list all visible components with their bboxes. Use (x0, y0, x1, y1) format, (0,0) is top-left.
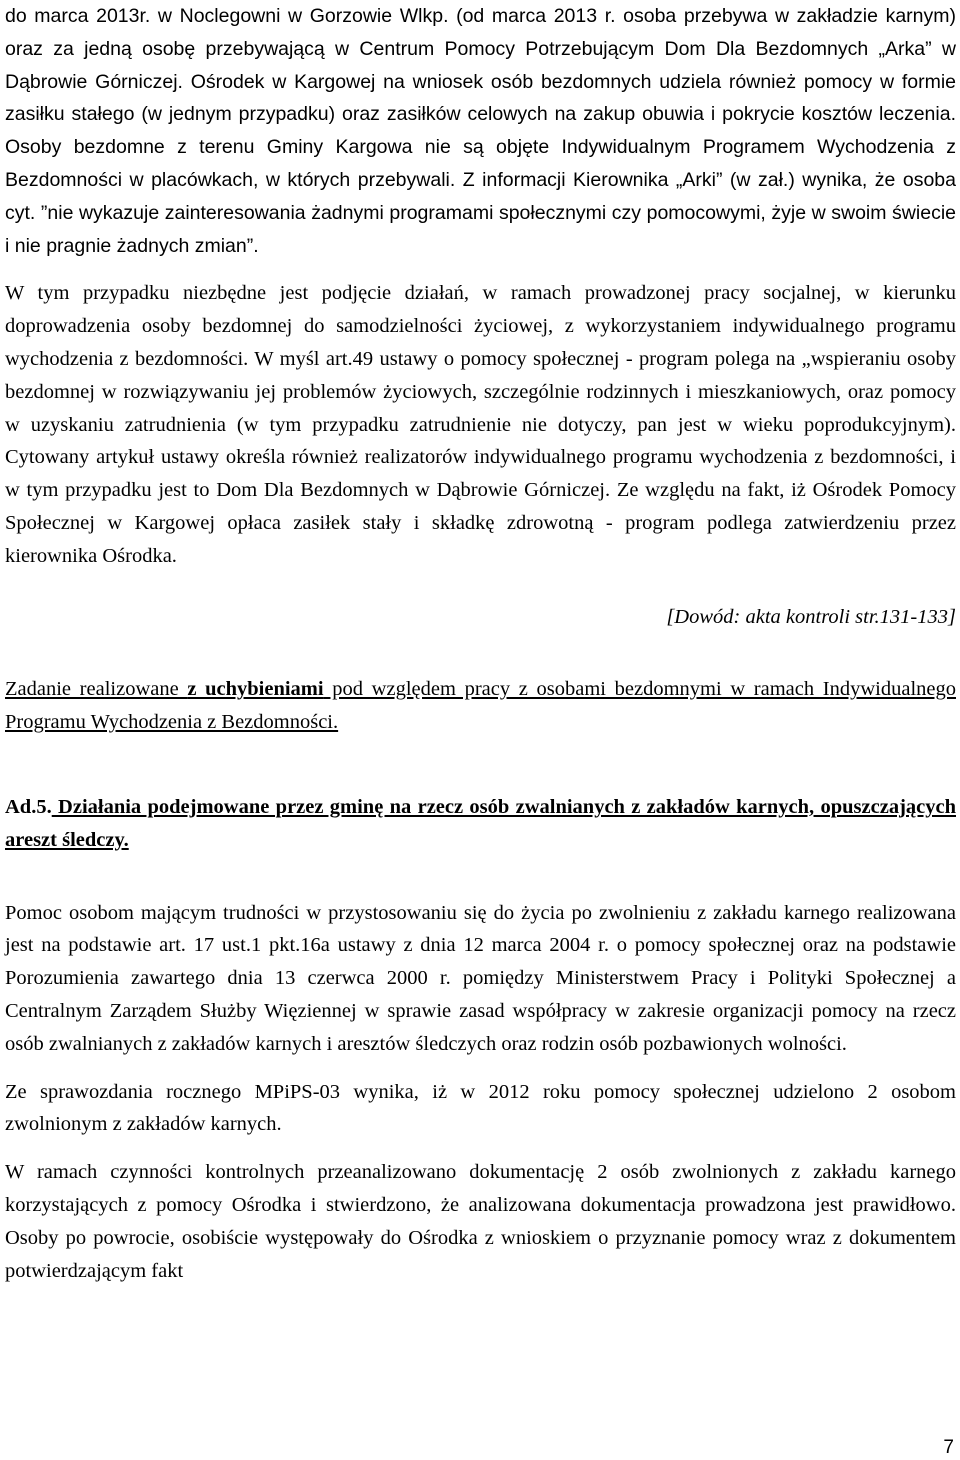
paragraph-annual-report: Ze sprawozdania rocznego MPiPS-03 wynika, iż w 2012 roku pomocy społecznej udzielono 2 osobom zwolnionym z zakładów karnych. (5, 1080, 956, 1136)
evidence-reference: [Dowód: akta kontroli str.131-133] (666, 605, 956, 628)
task-assessment-intro: Zadanie realizowane (5, 678, 188, 701)
page-number: 7 (943, 1437, 954, 1458)
section-heading-ad5 (5, 791, 956, 857)
task-assessment-rest: pod względem pracy z osobami bezdomnymi w ramach Indywidualnego Programu Wychodzenia z Bezdomności. (5, 678, 956, 734)
task-assessment-verdict: z uchybieniami (187, 678, 324, 701)
document-page (5, 0, 956, 1287)
paragraph-control-findings: W ramach czynności kontrolnych przeanalizowano dokumentację 2 osób zwolnionych z zakładu karnego korzystających z pomocy Ośrodka i stwierdzono, że analizowana dokumentacja prowadzona jest prawidłowo. Osoby po powrocie, osobiście występowały do Ośrodka z wnioskiem o przyznanie pomocy wraz z dokumentem potwierdzającym fakt (5, 1161, 956, 1282)
section-number: Ad.5. (5, 795, 52, 818)
paragraph-legal-basis: Pomoc osobom mającym trudności w przystosowaniu się do życia po zwolnieniu z zakładu karnego realizowana jest na podstawie art. 17 ust.1 pkt.16a ustawy z dnia 12 marca 2004 r. o pomocy społecznej oraz na podstawie Porozumienia zawartego dnia 13 czerwca 2000 r. pomiędzy Ministerstwem Pracy i Polityki Społecznej a Centralnym Zarządem Służby Więziennej w sprawie zasad współpracy w zakresie organizacji pomocy na rzecz osób zwalnianych z zakładów karnych i aresztów śledczych oraz rodzin osób pozbawionych wolności. (5, 901, 956, 1055)
paragraph-individual-program: W tym przypadku niezbędne jest podjęcie działań, w ramach prowadzonej pracy socjalnej, w kierunku doprowadzenia osoby bezdomnej do samodzielności życiowej, z wykorzystaniem indywidualnego programu wychodzenia z bezdomności. W myśl art.49 ustawy o pomocy społecznej - program polega na „wspieraniu osoby bezdomnej w rozwiązywaniu jej problemów życiowych, szczególnie rodzinnych i mieszkaniowych, oraz pomocy w uzyskaniu zatrudnienia (w tym przypadku zatrudnienie nie dotyczy, pan jest w wieku poprodukcyjnym). Cytowany artykuł ustawy określa również realizatorów indywidualnego programu wychodzenia z bezdomności, i w tym przypadku jest to Dom Dla Bezdomnych w Dąbrowie Górniczej. Ze względu na fakt, iż Ośrodek Pomocy Społecznej w Kargowej opłaca zasiłek stały i składkę zdrowotną - program podlega zatwierdzeniu przez kierownika Ośrodka. (5, 282, 956, 567)
paragraph-task-assessment (5, 673, 956, 739)
paragraph-homeless-assistance: do marca 2013r. w Noclegowni w Gorzowie Wlkp. (od marca 2013 r. osoba przebywa w zakładzie karnym) oraz za jedną osobę przebywającą w Centrum Pomocy Potrzebującym Dom Dla Bezdomnych „Arka” w Dąbrowie Górniczej. Ośrodek w Kargowej na wniosek osób bezdomnych udziela również pomocy w formie zasiłku stałego (w jednym przypadku) oraz zasiłków celowych na zakup obuwia i pokrycie kosztów leczenia. Osoby bezdomne z terenu Gminy Kargowa nie są objęte Indywidualnym Programem Wychodzenia z Bezdomności w placówkach, w których przebywali. Z informacji Kierownika „Arki” (w zał.) wynika, że osoba cyt. ”nie wykazuje zainteresowania żadnymi programami społecznymi czy pomocowymi, żyje w swoim świecie i nie pragnie żadnych zmian”. (5, 5, 956, 257)
section-title: Działania podejmowane przez gminę na rzecz osób zwalnianych z zakładów karnych, opuszczających areszt śledczy. (5, 795, 956, 851)
